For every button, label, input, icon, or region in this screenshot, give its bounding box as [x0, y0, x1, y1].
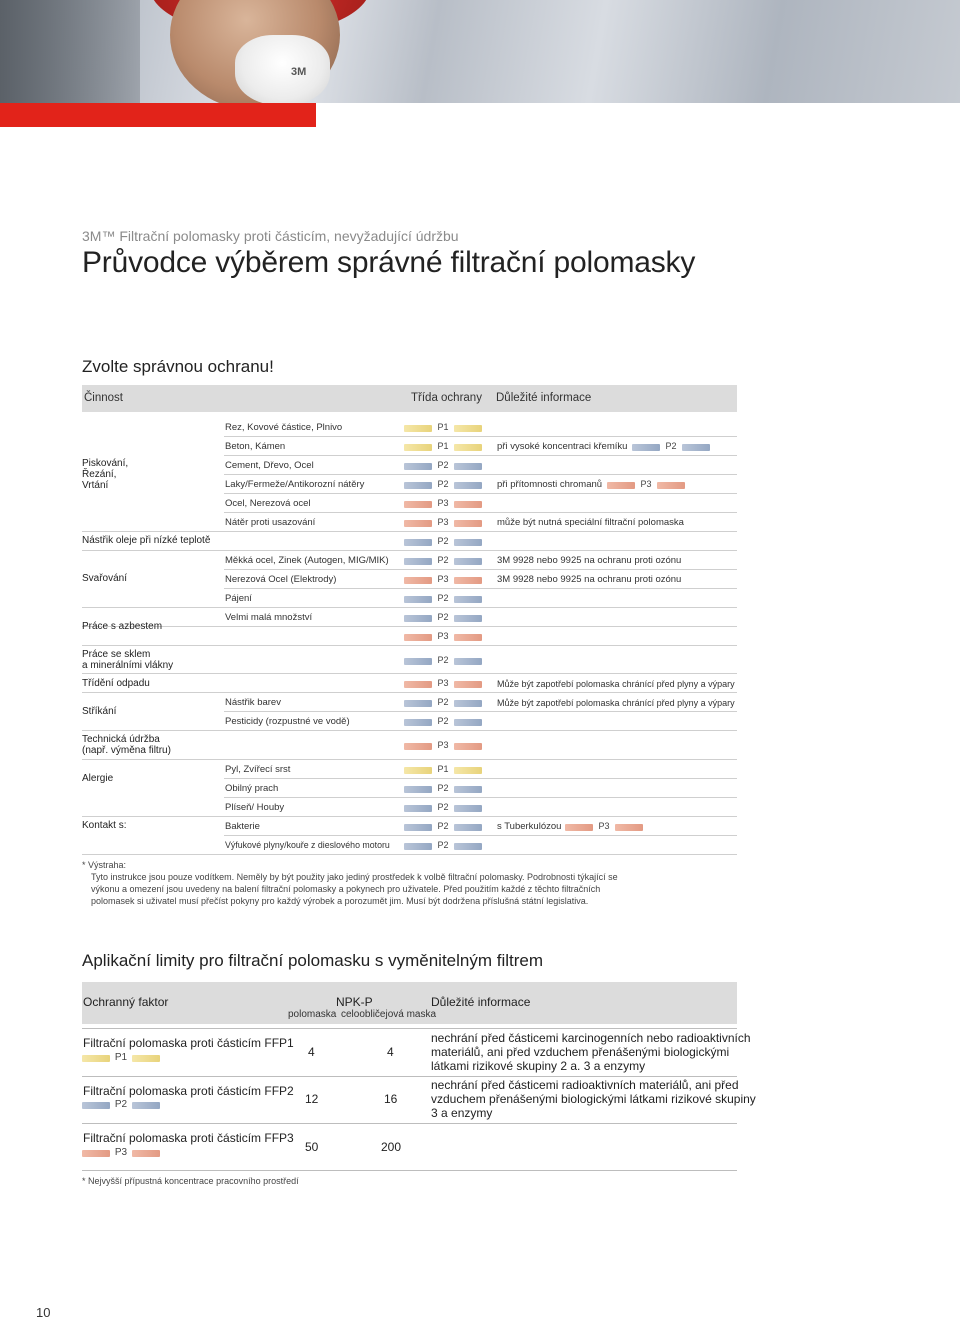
material-cell: Plíseň/ Houby: [225, 802, 285, 813]
limits-row-divider: [82, 1123, 737, 1124]
info-cell: Může být zapotřebí polomaska chránící před plyny a výpary: [497, 679, 735, 689]
header-class: Třída ochrany: [411, 392, 482, 404]
material-cell: Rez, Kovové částice, Plnivo: [225, 422, 343, 433]
class-badge-p2: P2: [404, 698, 482, 708]
activity-glass-fibres-2: a minerálními vlákny: [82, 660, 174, 671]
class-badge-p2: P2: [404, 461, 482, 471]
class-badge-p2: P2: [404, 803, 482, 813]
class-badge-p3: P3: [404, 575, 482, 585]
material-cell: Obilný prach: [225, 783, 279, 794]
page-title: Průvodce výběrem správné filtrační polomasky: [82, 246, 696, 279]
class-badge-p1: P1: [404, 423, 482, 433]
activity-allergy: Alergie: [82, 773, 114, 784]
limits-badge-p1: P1: [82, 1053, 160, 1063]
activity-waste-sorting: Třídění odpadu: [82, 678, 150, 689]
material-cell: Pyl, Zvířecí srst: [225, 764, 291, 775]
header-activity: Činnost: [84, 392, 123, 404]
photo-shadow: [0, 0, 140, 103]
info-cell: při vysoké koncentraci křemíku: [497, 441, 628, 452]
limits-header-factor: Ochranný faktor: [83, 995, 169, 1009]
limits-row-divider: [82, 1170, 737, 1171]
class-badge-p2: P2: [404, 822, 482, 832]
material-cell: Pesticidy (rozpustné ve vodě): [225, 716, 350, 727]
material-cell: Nástřik barev: [225, 697, 281, 708]
material-cell: Ocel, Nerezová ocel: [225, 498, 311, 509]
limits-footnote: * Nejvyšší přípustná koncentrace pracovního prostředí: [82, 1176, 299, 1186]
limits-full-value: 16: [384, 1092, 398, 1106]
info-cell: s Tuberkulózou: [497, 821, 562, 832]
material-cell: Měkká ocel, Zinek (Autogen, MIG/MIK): [225, 555, 389, 566]
red-accent-bar: [0, 103, 316, 127]
limits-header-info: Důležité informace: [431, 995, 531, 1009]
material-cell: Pájení: [225, 593, 252, 604]
class-badge-p2: P2: [404, 594, 482, 604]
limits-badge-p2: P2: [82, 1100, 160, 1110]
limits-row-name: Filtrační polomaska proti částicím FFP1: [83, 1036, 294, 1050]
limits-info-line: nechrání před částicemi radioaktivních materiálů, ani před: [431, 1078, 739, 1092]
activity-spraying: Stříkání: [82, 706, 117, 717]
limits-info-line: vzduchem přenášenými biologickými látkami rizikové skupiny: [431, 1092, 756, 1106]
class-badge-p2: P2: [404, 480, 482, 490]
info-cell: při přítomnosti chromanů: [497, 479, 603, 490]
info-cell: 3M 9928 nebo 9925 na ochranu proti ozónu: [497, 555, 682, 566]
material-cell: Velmi malá množství: [225, 612, 313, 623]
class-badge-p2: P2: [404, 613, 482, 623]
limits-badge-p3: P3: [82, 1148, 160, 1158]
activity-maintenance-2: (např. výměna filtru): [82, 745, 171, 756]
limits-full-value: 200: [381, 1140, 402, 1154]
material-cell: Laky/Fermeže/Antikorozní nátěry: [225, 479, 365, 490]
header-photo: [0, 0, 960, 103]
limits-header-half: polomaska: [288, 1009, 337, 1020]
class-badge-p2: P2: [404, 717, 482, 727]
limits-title: Aplikační limity pro filtrační polomasku s vyměnitelným filtrem: [82, 951, 544, 970]
limits-half-value: 4: [308, 1045, 315, 1059]
limits-row-divider: [82, 1076, 737, 1077]
activity-cutting: Řezání,: [82, 469, 117, 480]
table-header: [82, 385, 737, 412]
activity-glass-fibres-1: Práce se sklem: [82, 649, 151, 660]
class-badge-p2: P2: [404, 784, 482, 794]
respirator-mask: [235, 35, 330, 103]
limits-full-value: 4: [387, 1045, 394, 1059]
material-cell: Nátěr proti usazování: [225, 517, 316, 528]
warning-label: * Výstraha:: [82, 860, 127, 870]
info-cell: 3M 9928 nebo 9925 na ochranu proti ozónu: [497, 574, 682, 585]
activity-oil-spray: Nástřik oleje při nízké teplotě: [82, 535, 211, 546]
activity-drilling: Vrtání: [82, 480, 109, 491]
warning-text: polomasek si uživatel musí přečíst pokyny pro každý výrobek a porozumět jim. Musí být dodržena příslušná státní legislativa.: [91, 896, 589, 906]
page-subtitle: 3M™ Filtrační polomasky proti částicím, nevyžadující údržbu: [82, 228, 459, 244]
activity-welding: Svařování: [82, 573, 128, 584]
material-cell: Beton, Kámen: [225, 441, 286, 452]
limits-header-npk: NPK-P: [336, 995, 373, 1009]
limits-row-name: Filtrační polomaska proti částicím FFP3: [83, 1131, 294, 1145]
info-cell: může být nutná speciální filtrační polomaska: [497, 517, 684, 528]
limits-half-value: 12: [305, 1092, 319, 1106]
limits-info-line: látkami rizikové skupiny 2 a. 3 a enzymy: [431, 1059, 646, 1073]
material-cell: Nerezová Ocel (Elektrody): [225, 574, 337, 585]
limits-half-value: 50: [305, 1140, 319, 1154]
limits-header-full: celoobličejová maska: [341, 1009, 437, 1020]
class-badge-p1: P1: [404, 765, 482, 775]
class-badge-p3: P3: [404, 679, 482, 689]
class-badge-p2: P2: [404, 656, 482, 666]
activity-maintenance-1: Technická údržba: [82, 734, 160, 745]
class-badge-p3: P3: [404, 632, 482, 642]
info-badge-p2: P2: [632, 442, 710, 452]
class-badge-p2: P2: [404, 841, 482, 851]
material-cell: Výfukové plyny/kouře z dieslového motoru: [225, 840, 390, 850]
class-badge-p2: P2: [404, 556, 482, 566]
activity-contact: Kontakt s:: [82, 820, 127, 831]
limits-row-name: Filtrační polomaska proti částicím FFP2: [83, 1084, 294, 1098]
info-cell: Může být zapotřebí polomaska chránící před plyny a výpary: [497, 698, 735, 708]
limits-row-divider: [82, 1028, 737, 1029]
info-badge-p3: P3: [565, 822, 643, 832]
activity-asbestos: Práce s azbestem: [82, 621, 163, 632]
warning-text: výkonu a omezení jsou uvedeny na balení filtrační polomasky a pokynech pro uživatele. Před použitím každé z těchto filtračních: [91, 884, 601, 894]
section-heading: Zvolte správnou ochranu!: [82, 357, 274, 376]
limits-info-line: nechrání před částicemi karcinogenních nebo radioaktivních: [431, 1031, 751, 1045]
mask-logo: 3M: [291, 66, 307, 78]
material-cell: Bakterie: [225, 821, 260, 832]
page-number: 10: [36, 1305, 51, 1319]
class-badge-p3: P3: [404, 741, 482, 751]
warning-text: Tyto instrukce jsou pouze vodítkem. Neměly by být použity jako jediný prostředek k volbě filtrační polomasky. Podrobnosti týkající se: [91, 872, 618, 882]
class-badge-p3: P3: [404, 518, 482, 528]
material-cell: Cement, Dřevo, Ocel: [225, 460, 314, 471]
class-badge-p2: P2: [404, 537, 482, 547]
class-badge-p3: P3: [404, 499, 482, 509]
class-badge-p1: P1: [404, 442, 482, 452]
header-info: Důležité informace: [496, 392, 592, 404]
activity-sanding: Piskování,: [82, 458, 129, 469]
limits-info-line: materiálů, ani před vzduchem přenášenými biologickými: [431, 1045, 730, 1059]
limits-info-line: 3 a enzymy: [431, 1106, 493, 1120]
info-badge-p3: P3: [607, 480, 685, 490]
